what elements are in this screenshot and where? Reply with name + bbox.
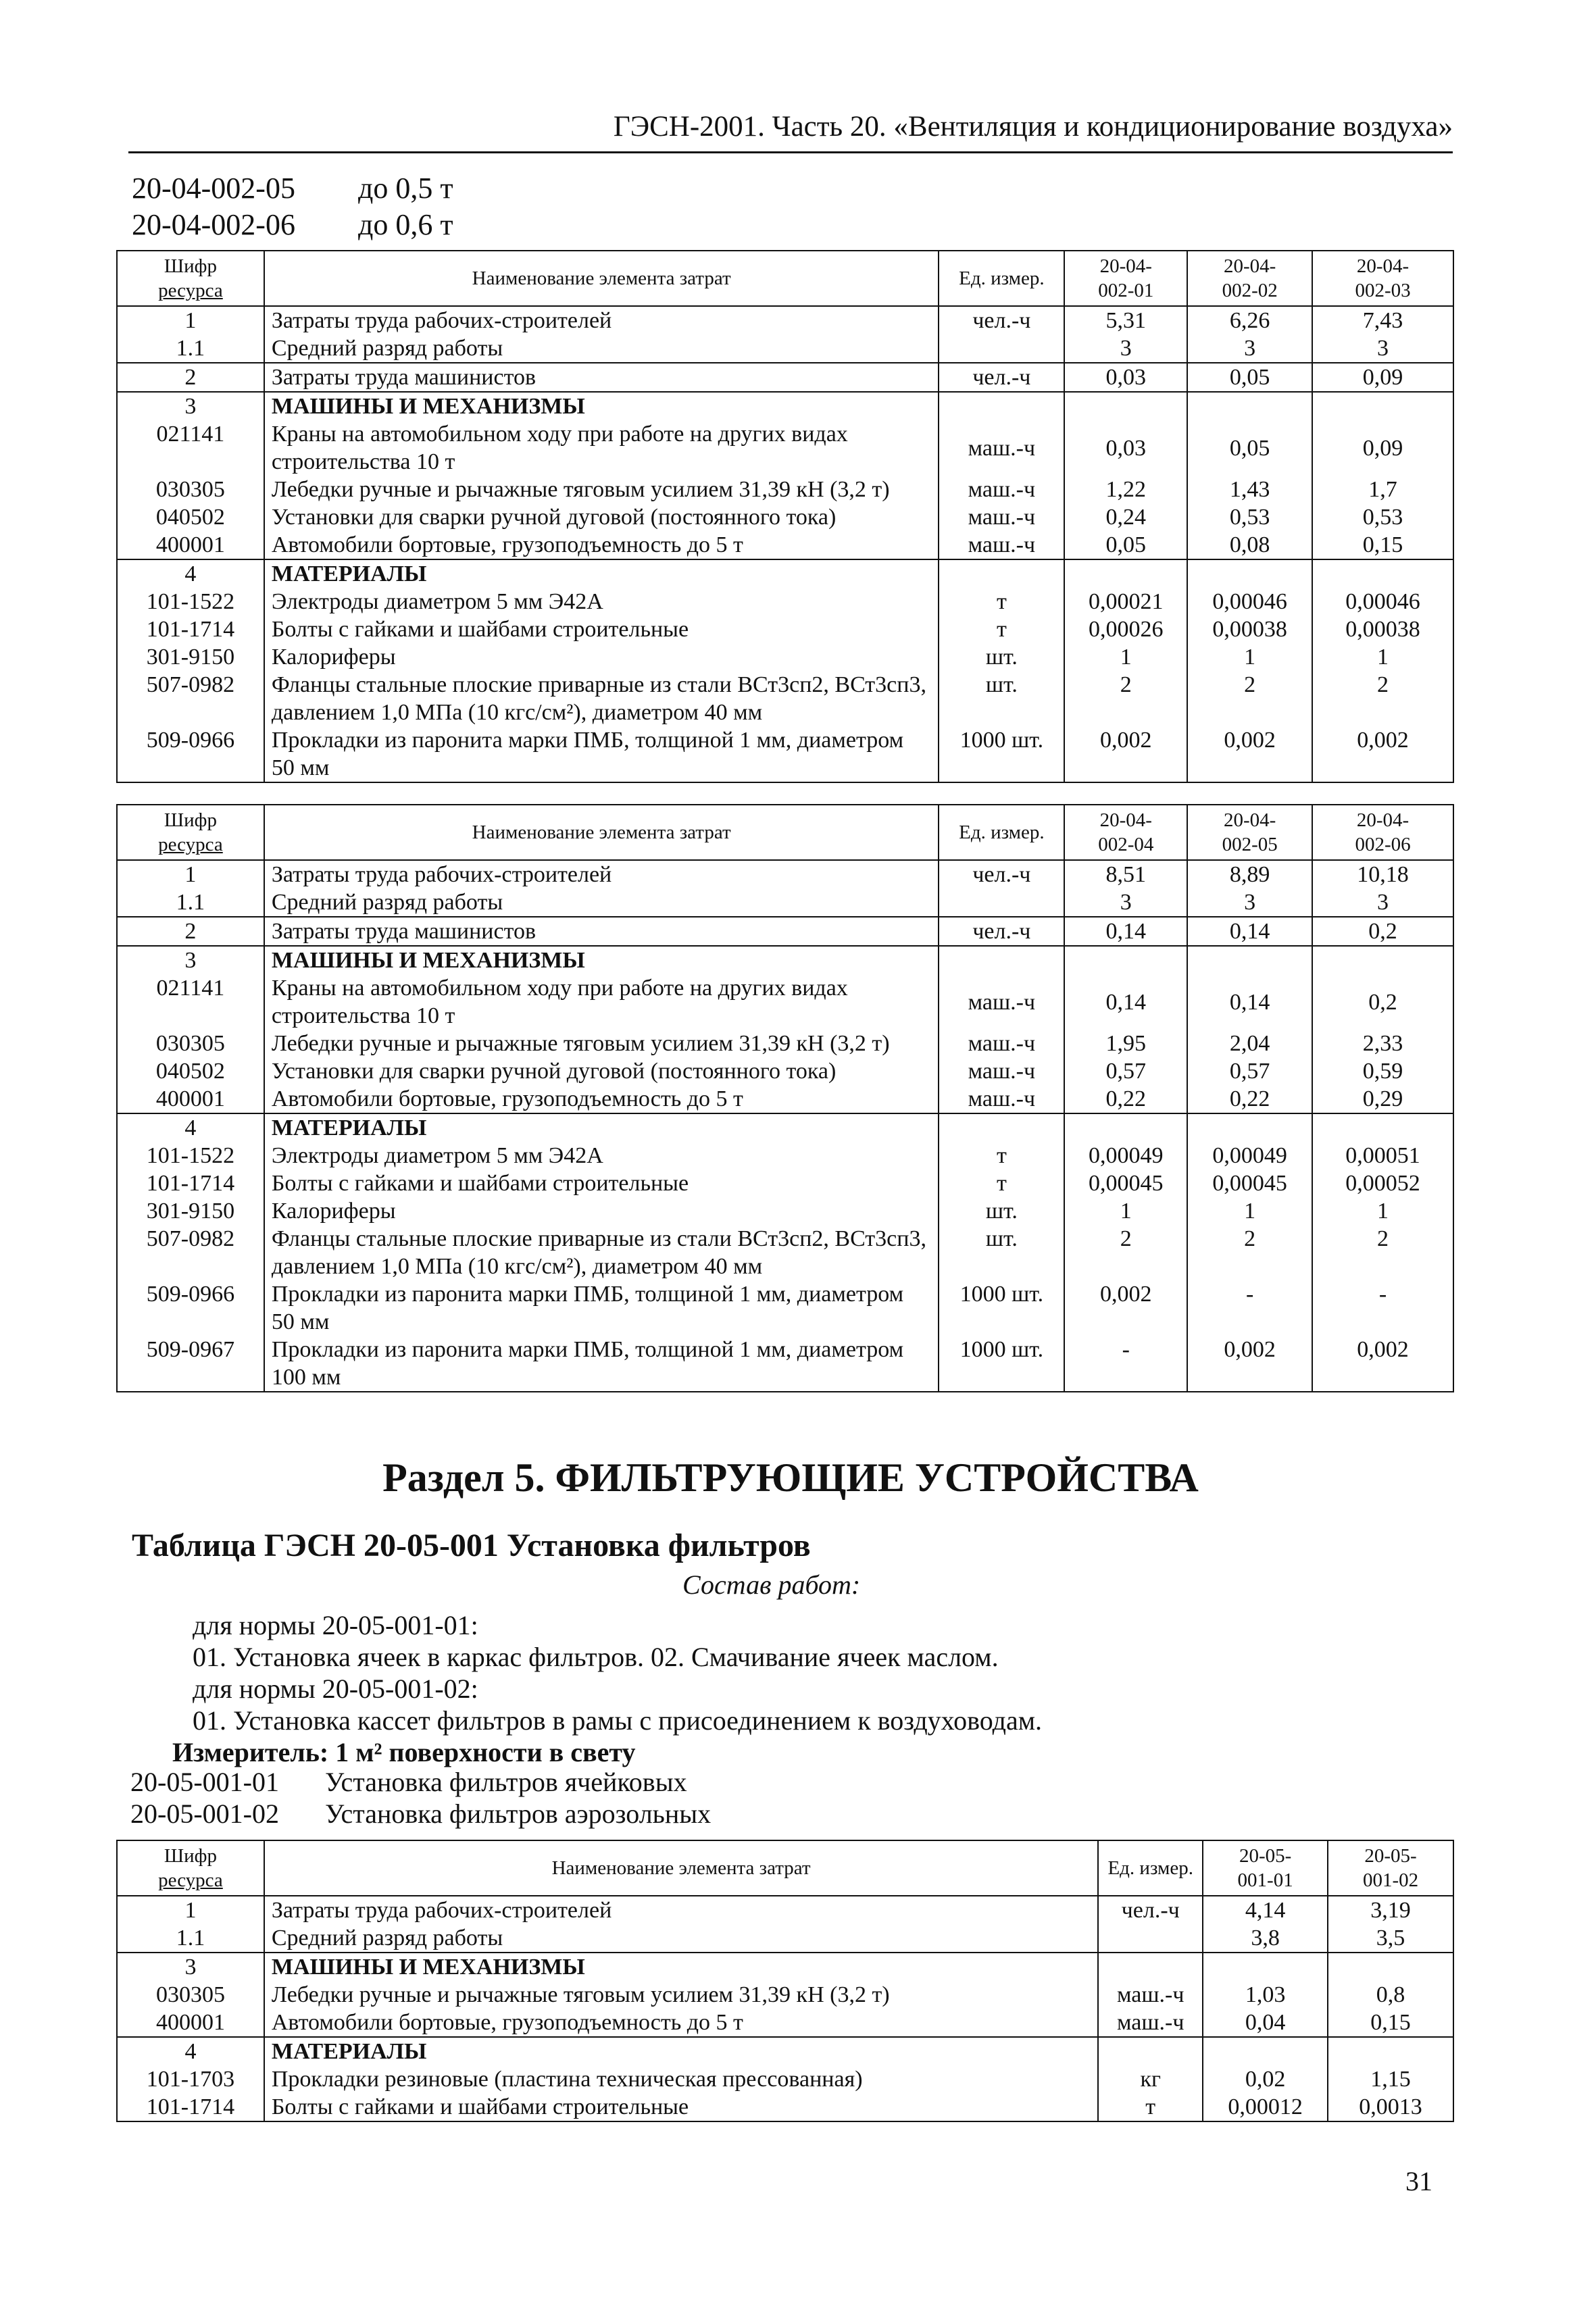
table-body	[117, 860, 1453, 1392]
table-row: 030305 Лебедки ручные и рычажные тяговым усилием 31,39 кН (3,2 т) маш.-ч 1,22 1,43 1,7	[117, 476, 1453, 503]
table-row: 030305 Лебедки ручные и рычажные тяговым усилием 31,39 кН (3,2 т) маш.-ч 1,95 2,04 2,33	[117, 1030, 1453, 1057]
table-row: 1 Затраты труда рабочих-строителей чел.-ч 4,14 3,19	[117, 1896, 1453, 1924]
col-norm-2-header: 20-04- 002-05	[1187, 805, 1312, 860]
norm-label: до 0,6 т	[358, 208, 453, 241]
col-code-header: Шифр ресурса	[117, 805, 264, 860]
composition-line: для нормы 20-05-001-02:	[193, 1674, 478, 1704]
code-line	[132, 170, 453, 207]
col-norm-2-header: 20-05- 001-02	[1328, 1840, 1453, 1896]
code-line	[130, 1798, 711, 1830]
table-row: 3 МАШИНЫ И МЕХАНИЗМЫ	[117, 1953, 1453, 1981]
resource-table-c	[116, 1840, 1454, 2122]
code-line	[130, 1766, 711, 1798]
table-row: 3 МАШИНЫ И МЕХАНИЗМЫ	[117, 392, 1453, 420]
table-row: 4 МАТЕРИАЛЫ	[117, 1113, 1453, 1142]
col-norm-3-header: 20-04- 002-06	[1312, 805, 1453, 860]
col-name-header: Наименование элемента затрат	[264, 1840, 1098, 1896]
table-row: 021141 Краны на автомобильном ходу при работе на других видах строительства 10 т маш.-ч 0,03 0,05 0,09	[117, 420, 1453, 476]
norm-label: до 0,5 т	[358, 172, 453, 205]
table-row: 301-9150 Калориферы шт. 1 1 1	[117, 1197, 1453, 1225]
table-row: 101-1714 Болты с гайками и шайбами строительные т 0,00045 0,00045 0,00052	[117, 1169, 1453, 1197]
composition-heading: Состав работ:	[682, 1569, 861, 1600]
table-row: 1.1 Средний разряд работы 3 3 3	[117, 334, 1453, 363]
col-norm-1-header: 20-04- 002-01	[1064, 251, 1187, 306]
table-header-row	[117, 251, 1453, 306]
measure-unit: Измеритель: 1 м² поверхности в свету	[172, 1737, 636, 1767]
table-row: 400001 Автомобили бортовые, грузоподъемность до 5 т маш.-ч 0,04 0,15	[117, 2009, 1453, 2037]
table-row: 101-1522 Электроды диаметром 5 мм Э42А т 0,00021 0,00046 0,00046	[117, 588, 1453, 615]
norm-code: 20-04-002-05	[132, 172, 295, 205]
table-row: 101-1703 Прокладки резиновые (пластина техническая прессованная) кг 0,02 1,15	[117, 2065, 1453, 2093]
table-row: 101-1522 Электроды диаметром 5 мм Э42А т 0,00049 0,00049 0,00051	[117, 1142, 1453, 1169]
table-row: 101-1714 Болты с гайками и шайбами строительные т 0,00012 0,0013	[117, 2093, 1453, 2121]
table-row: 030305 Лебедки ручные и рычажные тяговым усилием 31,39 кН (3,2 т) маш.-ч 1,03 0,8	[117, 1981, 1453, 2009]
running-header: ГЭСН-2001. Часть 20. «Вентиляция и кондиционирование воздуха»	[613, 111, 1453, 143]
norm-label: Установка фильтров аэрозольных	[325, 1799, 712, 1829]
table-header-row	[117, 1840, 1453, 1896]
table-body	[117, 306, 1453, 782]
table-row: 040502 Установки для сварки ручной дуговой (постоянного тока) маш.-ч 0,57 0,57 0,59	[117, 1057, 1453, 1085]
table-row: 507-0982 Фланцы стальные плоские приварные из стали ВСт3сп2, ВСт3сп3, давлением 1,0 МПа (10 кгс/см²), диаметром 40 мм шт. 2 2 2	[117, 1225, 1453, 1280]
header-rule	[128, 151, 1453, 153]
col-code-header: Шифр ресурса	[117, 1840, 264, 1896]
col-unit-header: Ед. измер.	[939, 251, 1064, 306]
norm-code: 20-04-002-06	[132, 208, 295, 241]
table-row: 400001 Автомобили бортовые, грузоподъемность до 5 т маш.-ч 0,22 0,22 0,29	[117, 1085, 1453, 1113]
table-row: 4 МАТЕРИАЛЫ	[117, 2037, 1453, 2065]
table-row: 509-0966 Прокладки из паронита марки ПМБ, толщиной 1 мм, диаметром 50 мм 1000 шт. 0,002 0,002 0,002	[117, 726, 1453, 782]
table-row: 3 МАШИНЫ И МЕХАНИЗМЫ	[117, 946, 1453, 974]
col-norm-1-header: 20-04- 002-04	[1064, 805, 1187, 860]
table-row: 1.1 Средний разряд работы 3,8 3,5	[117, 1924, 1453, 1953]
col-name-header: Наименование элемента затрат	[264, 805, 939, 860]
table-row: 301-9150 Калориферы шт. 1 1 1	[117, 643, 1453, 671]
composition-line: 01. Установка ячеек в каркас фильтров. 02. Смачивание ячеек маслом.	[193, 1642, 999, 1672]
table-body	[117, 1896, 1453, 2121]
table-row: 101-1714 Болты с гайками и шайбами строительные т 0,00026 0,00038 0,00038	[117, 615, 1453, 643]
table-row: 4 МАТЕРИАЛЫ	[117, 559, 1453, 588]
section-codes	[130, 1766, 711, 1830]
top-codes	[132, 170, 453, 243]
table-header-row	[117, 805, 1453, 860]
table-row: 507-0982 Фланцы стальные плоские приварные из стали ВСт3сп2, ВСт3сп3, давлением 1,0 МПа (10 кгс/см²), диаметром 40 мм шт. 2 2 2	[117, 671, 1453, 726]
table-row: 1.1 Средний разряд работы 3 3 3	[117, 888, 1453, 917]
col-norm-1-header: 20-05- 001-01	[1203, 1840, 1328, 1896]
composition-line: 01. Установка кассет фильтров в рамы с присоединением к воздуховодам.	[193, 1705, 1043, 1736]
col-norm-3-header: 20-04- 002-03	[1312, 251, 1453, 306]
norm-code: 20-05-001-02	[130, 1799, 279, 1829]
page-number: 31	[1405, 2166, 1432, 2196]
table-row: 2 Затраты труда машинистов чел.-ч 0,14 0,14 0,2	[117, 917, 1453, 946]
col-code-header: Шифр ресурса	[117, 251, 264, 306]
resource-table-b	[116, 804, 1454, 1392]
col-unit-header: Ед. измер.	[939, 805, 1064, 860]
composition-line: для нормы 20-05-001-01:	[193, 1610, 478, 1640]
norm-code: 20-05-001-01	[130, 1767, 279, 1797]
col-norm-2-header: 20-04- 002-02	[1187, 251, 1312, 306]
col-unit-header: Ед. измер.	[1098, 1840, 1203, 1896]
table-title: Таблица ГЭСН 20-05-001 Установка фильтров	[132, 1528, 811, 1563]
table-row: 400001 Автомобили бортовые, грузоподъемность до 5 т маш.-ч 0,05 0,08 0,15	[117, 531, 1453, 559]
table-row: 040502 Установки для сварки ручной дуговой (постоянного тока) маш.-ч 0,24 0,53 0,53	[117, 503, 1453, 531]
table-row: 509-0967 Прокладки из паронита марки ПМБ, толщиной 1 мм, диаметром 100 мм 1000 шт. - 0,002 0,002	[117, 1336, 1453, 1392]
table-row: 2 Затраты труда машинистов чел.-ч 0,03 0,05 0,09	[117, 363, 1453, 392]
resource-table-a	[116, 250, 1454, 783]
table-row: 509-0966 Прокладки из паронита марки ПМБ, толщиной 1 мм, диаметром 50 мм 1000 шт. 0,002 - -	[117, 1280, 1453, 1336]
norm-label: Установка фильтров ячейковых	[325, 1767, 687, 1797]
table-row: 021141 Краны на автомобильном ходу при работе на других видах строительства 10 т маш.-ч 0,14 0,14 0,2	[117, 974, 1453, 1030]
table-row: 1 Затраты труда рабочих-строителей чел.-ч 5,31 6,26 7,43	[117, 306, 1453, 334]
table-row: 1 Затраты труда рабочих-строителей чел.-ч 8,51 8,89 10,18	[117, 860, 1453, 888]
col-name-header: Наименование элемента затрат	[264, 251, 939, 306]
section-title: Раздел 5. ФИЛЬТРУЮЩИЕ УСТРОЙСТВА	[382, 1455, 1199, 1500]
code-line	[132, 207, 453, 243]
